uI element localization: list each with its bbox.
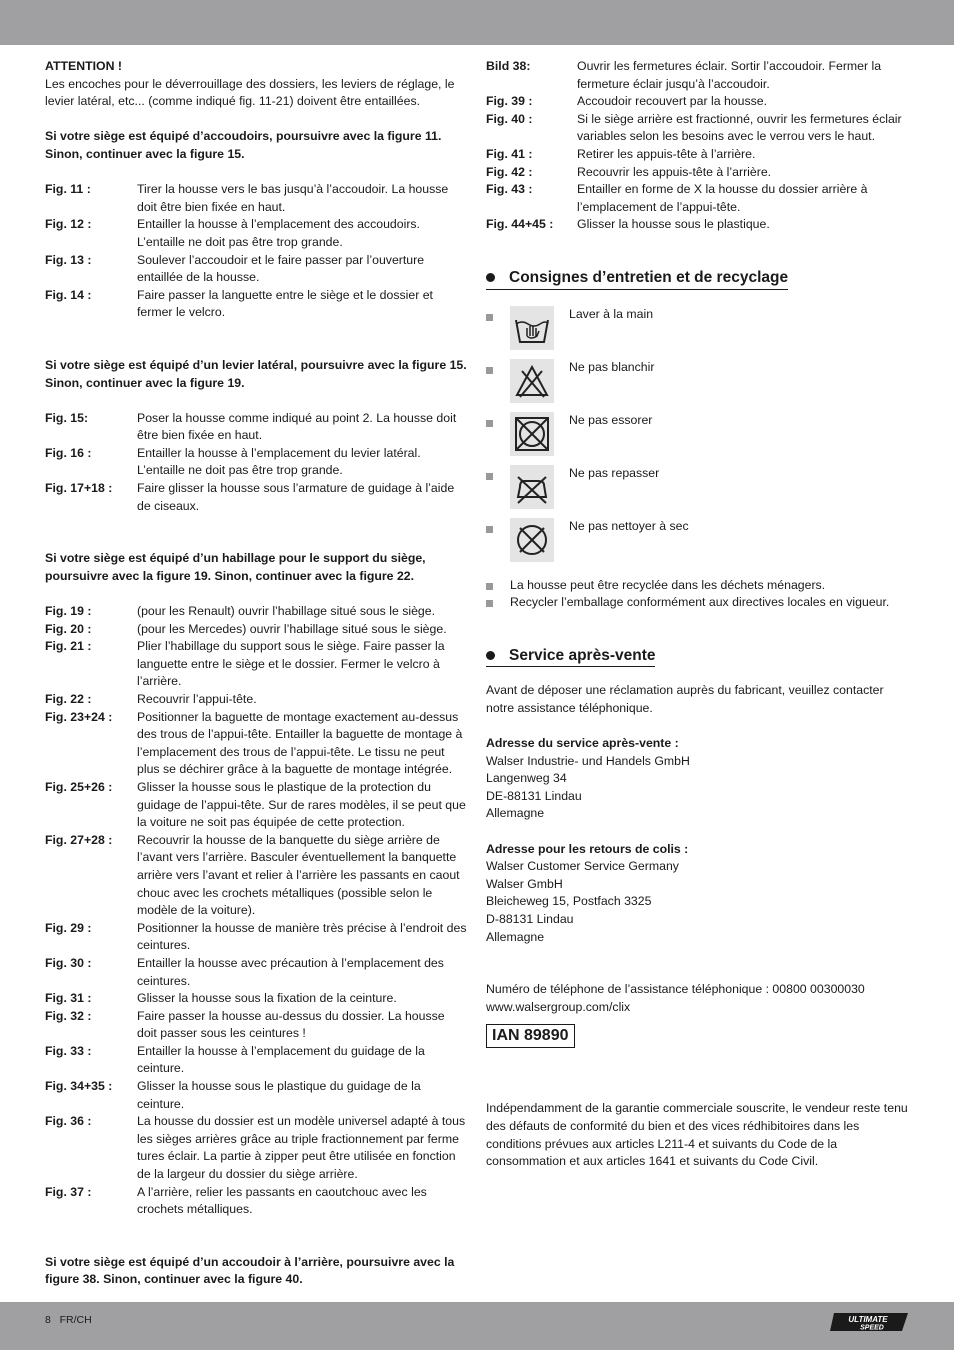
figure-label: Fig. 34+35 : <box>45 1079 113 1094</box>
figure-step <box>45 287 467 322</box>
figure-label: Fig. 32 : <box>45 1008 92 1023</box>
figure-instruction: Retirer les appuis-tête à l’arrière. <box>577 146 756 161</box>
figure-step <box>45 638 467 691</box>
bullet-square-icon <box>486 526 493 533</box>
care-symbol-item <box>486 518 910 571</box>
figure-step <box>486 164 910 182</box>
care-label: Ne pas essorer <box>569 412 653 427</box>
figure-step <box>45 445 467 480</box>
figure-instruction: Recouvrir les appuis-tête à l’arrière. <box>577 164 772 179</box>
figure-label: Fig. 13 : <box>45 252 92 267</box>
figure-label: Fig. 17+18 : <box>45 481 113 496</box>
figure-label: Fig. 27+28 : <box>45 832 113 847</box>
bullet-square-icon <box>486 583 493 590</box>
recycle-item <box>486 577 910 595</box>
section-side-lever-note: Si votre siège est équipé d’un levier latéral, poursuivre avec la figure 15. Sinon, continuer avec la figure 19. <box>45 357 467 390</box>
address-line: Walser Industrie- und Handels GmbH <box>486 753 690 768</box>
figure-step <box>45 410 467 445</box>
figure-instruction: (pour les Renault) ouvrir l’habillage situé sous le siège. <box>137 604 436 619</box>
returns-address <box>486 858 910 946</box>
figure-instruction: Poser la housse comme indiqué au point 2. La housse doit être bien fixée en haut. <box>137 410 457 443</box>
figure-label: Fig. 25+26 : <box>45 779 113 794</box>
care-label: Ne pas nettoyer à sec <box>569 518 689 533</box>
address-line: D-88131 Lindau <box>486 912 574 927</box>
service-heading: Service après-vente <box>486 647 655 668</box>
figure-step <box>45 1043 467 1078</box>
figure-step <box>45 1184 467 1219</box>
address-line: Walser GmbH <box>486 876 563 891</box>
address-line: Walser Customer Service Germany <box>486 859 679 874</box>
care-label: Laver à la main <box>569 306 654 321</box>
figure-instruction: Positionner la housse de manière très précise à l’endroit des ceintures. <box>137 920 467 953</box>
figure-label: Fig. 33 : <box>45 1043 92 1058</box>
figure-step <box>45 832 467 920</box>
service-address-title: Adresse du service après-vente : <box>486 736 679 751</box>
no-tumble-dry-icon <box>510 412 554 456</box>
figure-instruction: Entailler la housse à l’emplacement du levier latéral. L’entaille ne doit pas être trop grande. <box>137 445 421 478</box>
figure-label: Fig. 29 : <box>45 920 92 935</box>
care-label: Ne pas repasser <box>569 465 660 480</box>
address-line: Allemagne <box>486 929 545 944</box>
figure-label: Fig. 42 : <box>486 164 533 179</box>
figure-label: Fig. 14 : <box>45 287 92 302</box>
figure-step <box>45 990 467 1008</box>
care-heading: Consignes d’entretien et de recyclage <box>486 269 788 290</box>
figure-step <box>45 216 467 251</box>
figure-instruction: Faire passer la housse au-dessus du dossier. La housse doit passer sous les ceintures ! <box>137 1008 445 1041</box>
figure-instruction: Recouvrir la housse de la banquette du siège arrière de l’avant vers l’arrière. Basculer éventuellement la banquette arrière vers l’avant et relier à l’arrière les passants en caout chouc avec les crochets métalliques (possible selon le modèle de la voiture). <box>137 832 460 918</box>
header-bar <box>0 0 954 45</box>
care-symbol-item <box>486 412 910 465</box>
figure-label: Fig. 41 : <box>486 146 533 161</box>
returns-address-title: Adresse pour les retours de colis : <box>486 841 689 856</box>
care-symbol-item <box>486 306 910 359</box>
bullet-square-icon <box>486 473 493 480</box>
address-line: Allemagne <box>486 806 545 821</box>
figure-step <box>45 920 467 955</box>
brand-logo <box>830 1310 910 1334</box>
no-dry-clean-icon <box>510 518 554 562</box>
figure-list-side-lever <box>45 410 467 516</box>
figure-instruction: Entailler la housse à l’emplacement du guidage de la ceinture. <box>137 1043 425 1076</box>
figure-label: Fig. 40 : <box>486 111 533 126</box>
care-symbols-list <box>486 306 910 571</box>
attention-text: Les encoches pour le déverrouillage des dossiers, les leviers de réglage, le levier latéral, etc... (comme indiqué fig. 11-21) doivent être entaillées. <box>45 76 455 109</box>
figure-label: Fig. 12 : <box>45 217 92 232</box>
hand-wash-icon <box>510 306 554 350</box>
figure-step <box>45 252 467 287</box>
figure-step <box>45 955 467 990</box>
figure-instruction: Plier l’habillage du support sous le siège. Faire passer la languette entre le siège et le dossier. Fermer le velcro à l’arrière. <box>137 639 445 689</box>
figure-label: Fig. 22 : <box>45 692 92 706</box>
website-link[interactable]: www.walsergroup.com/clix <box>486 999 631 1014</box>
bullet-dot-icon <box>486 273 495 282</box>
figure-label: Fig. 21 : <box>45 639 92 654</box>
figure-step <box>45 691 467 709</box>
figure-instruction: Entailler la housse avec précaution à l’emplacement des ceintures. <box>137 955 444 988</box>
figure-instruction: Positionner la baguette de montage exactement au-dessus des trous de l’appui-tête. Entailler la baguette de montage à l’emplacement des trous de l’appui-tête. Le tissu ne peut plus se déchirer grâce à la baguette de montage intégrée. <box>137 709 463 777</box>
figure-label: Fig. 39 : <box>486 94 533 109</box>
section-seat-trim-note: Si votre siège est équipé d’un habillage pour le support du siège, poursuivre avec la figure 19. Sinon, continuer avec la figure 22. <box>45 551 426 583</box>
figure-step <box>486 58 910 93</box>
svg-text:ULTIMATE: ULTIMATE <box>848 1315 888 1324</box>
bullet-square-icon <box>486 367 493 374</box>
warranty-text: Indépendamment de la garantie commerciale souscrite, le vendeur reste tenu des défauts de conformité du bien et des vices rédhibitoires dans les conditions prévues aux articles L211-4 et suivants du Code de la consommation et aux articles 1641 et suivants du Code Civil. <box>486 1101 908 1169</box>
recycle-text: La housse peut être recyclée dans les déchets ménagers. <box>510 577 826 592</box>
address-line: Bleicheweg 15, Postfach 3325 <box>486 894 652 909</box>
address-line: Langenweg 34 <box>486 771 567 786</box>
figure-instruction: Entailler en forme de X la housse du dossier arrière à l’emplacement de l’appui-tête. <box>577 182 868 214</box>
figure-label: Fig. 30 : <box>45 955 92 970</box>
figure-label: Fig. 16 : <box>45 445 92 460</box>
figure-instruction: Ouvrir les fermetures éclair. Sortir l’accoudoir. Fermer la fermeture éclair jusqu’à l’accoudoir. <box>577 59 882 91</box>
figure-instruction: Tirer la housse vers le bas jusqu’à l’accoudoir. La housse doit être bien fixée en haut. <box>137 182 449 214</box>
figure-instruction: Accoudoir recouvert par la housse. <box>577 94 768 109</box>
figure-step <box>45 603 467 621</box>
figure-instruction: Glisser la housse sous le plastique de la protection du guidage de l’appui-tête. Sur de rares modèles, il se peut que la voiture ne soit pas équipée de cette protection. <box>137 779 466 830</box>
bullet-square-icon <box>486 600 493 607</box>
no-bleach-icon <box>510 359 554 403</box>
figure-label: Fig. 20 : <box>45 621 92 636</box>
figure-instruction: Glisser la housse sous le plastique. <box>577 217 770 232</box>
svg-text:SPEED: SPEED <box>860 1324 884 1332</box>
figure-label: Fig. 19 : <box>45 604 92 619</box>
bullet-dot-icon <box>486 651 495 660</box>
bullet-square-icon <box>486 420 493 427</box>
figure-step <box>45 1113 467 1183</box>
figure-instruction: Recouvrir l’appui-tête. <box>137 692 257 706</box>
bullet-square-icon <box>486 314 493 321</box>
figure-step <box>45 779 467 832</box>
figure-instruction: La housse du dossier est un modèle universel adapté à tous les sièges arrières grâce au triple fractionnement par ferme tures éclair. La partie à zipper peut être utilisée en fonction de la largeur du dossier du siège arrière. <box>137 1114 466 1182</box>
figure-step <box>486 111 910 146</box>
right-column <box>486 58 910 1171</box>
figure-step <box>486 216 910 234</box>
left-column <box>45 58 467 1289</box>
attention-title: ATTENTION ! <box>45 59 122 73</box>
figure-label: Fig. 23+24 : <box>45 709 113 724</box>
care-symbol-item <box>486 465 910 518</box>
figure-instruction: Glisser la housse sous la fixation de la ceinture. <box>137 991 397 1006</box>
section-armrest-note: Si votre siège est équipé d’accoudoirs, poursuivre avec la figure 11. Sinon, continuer avec la figure 15. <box>45 129 442 161</box>
figure-label: Fig. 31 : <box>45 991 92 1006</box>
figure-label: Fig. 43 : <box>486 182 533 197</box>
service-intro: Avant de déposer une réclamation auprès du fabricant, veuillez contacter notre assistance téléphonique. <box>486 683 884 715</box>
address-line: DE-88131 Lindau <box>486 788 582 803</box>
figure-step <box>45 1008 467 1043</box>
figure-step <box>45 181 467 216</box>
figure-instruction: Glisser la housse sous le plastique du guidage de la ceinture. <box>137 1079 421 1111</box>
recycle-item <box>486 594 910 612</box>
figure-instruction: A l’arrière, relier les passants en caoutchouc avec les crochets métalliques. <box>137 1184 427 1217</box>
figure-label: Fig. 36 : <box>45 1114 92 1129</box>
figure-instruction: Soulever l’accoudoir et le faire passer par l’ouverture entaillée de la housse. <box>137 252 425 285</box>
figure-instruction: Faire passer la languette entre le siège et le dossier et fermer le velcro. <box>137 287 433 320</box>
no-iron-icon <box>510 465 554 509</box>
figure-label: Fig. 11 : <box>45 182 91 197</box>
figure-step <box>486 93 910 111</box>
hotline-phone: Numéro de téléphone de l’assistance téléphonique : 00800 00300030 <box>486 982 865 997</box>
figure-instruction: Faire glisser la housse sous l’armature de guidage à l’aide de ciseaux. <box>137 481 455 513</box>
figure-list-seat-trim <box>45 603 467 1219</box>
footer-bar <box>0 1302 954 1350</box>
figure-list-rear <box>486 58 910 234</box>
section-rear-armrest-note: Si votre siège est équipé d’un accoudoir à l’arrière, poursuivre avec la figure 38. Sinon, continuer avec la figure 40. <box>45 1254 455 1287</box>
figure-instruction: Entailler la housse à l’emplacement des accoudoirs. L’entaille ne doit pas être trop grande. <box>137 217 420 249</box>
figure-step <box>486 181 910 216</box>
figure-list-armrest <box>45 181 467 322</box>
figure-step <box>45 621 467 639</box>
figure-label: Bild 38: <box>486 59 531 73</box>
recycle-list <box>486 577 910 612</box>
figure-step <box>45 1078 467 1113</box>
figure-label: Fig. 15: <box>45 410 89 425</box>
figure-instruction: (pour les Mercedes) ouvrir l’habillage situé sous le siège. <box>137 621 447 636</box>
figure-step <box>45 480 467 515</box>
figure-label: Fig. 44+45 : <box>486 217 554 232</box>
figure-label: Fig. 37 : <box>45 1184 92 1199</box>
recycle-text: Recycler l’emballage conformément aux directives locales en vigueur. <box>510 595 890 610</box>
care-label: Ne pas blanchir <box>569 359 655 374</box>
figure-step <box>486 146 910 164</box>
ian-number: IAN 89890 <box>486 1024 575 1048</box>
figure-step <box>45 709 467 779</box>
figure-instruction: Si le siège arrière est fractionné, ouvrir les fermetures éclair variables selon les besoins avec le verrou vers le haut. <box>577 111 902 144</box>
care-symbol-item <box>486 359 910 412</box>
page-number: 8 FR/CH <box>45 1314 92 1326</box>
service-address <box>486 753 910 823</box>
